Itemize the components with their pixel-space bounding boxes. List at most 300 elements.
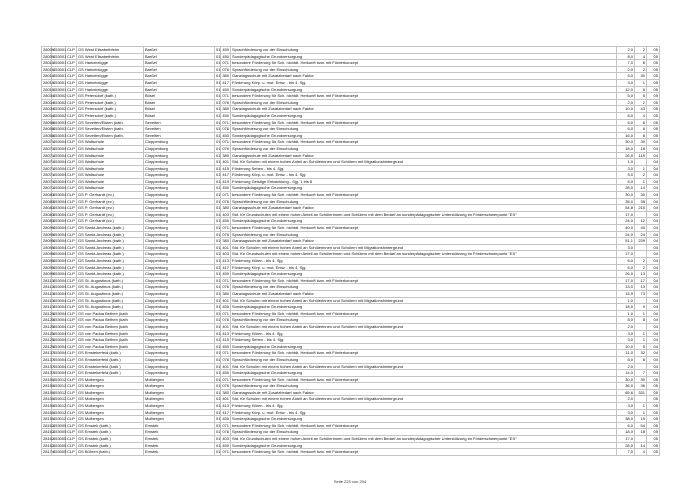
table-cell: besondere Förderung für Sch. nichtdt. Herkunft bzw. mit Förderkonzept — [231, 60, 617, 67]
table-cell — [635, 159, 647, 166]
table-cell: 453004 — [53, 159, 67, 165]
table-row — [42, 264, 660, 271]
table-cell: 453004 — [53, 343, 67, 349]
table-row — [42, 271, 660, 278]
table-cell: 17,0 — [617, 277, 635, 284]
table-cell: 8,0 — [617, 356, 635, 363]
table-cell: 01 — [216, 376, 221, 382]
table-cell: 3,0 — [617, 409, 635, 416]
table-cell: 453001 — [53, 47, 67, 52]
table-cell: 04 — [647, 317, 660, 324]
table-cell: 8 — [635, 356, 647, 363]
table-cell: 401 — [222, 323, 229, 329]
table-cell: 17 — [635, 277, 647, 284]
table-row — [42, 99, 660, 106]
table-cell: 071 — [222, 422, 229, 428]
table-cell: 28125 — [43, 323, 55, 329]
table-cell: GS Wallschule — [77, 145, 144, 152]
table-cell: Ganztagsschule mit Zusatzbedarf nach Faktor — [231, 389, 617, 396]
table-cell: 30 — [635, 73, 647, 80]
table-cell: Cloppenburg — [144, 356, 215, 363]
table-cell: 2 — [635, 264, 647, 271]
table-cell: 453012 — [53, 403, 67, 409]
table-cell: 01 — [216, 290, 221, 296]
table-cell: 05 — [647, 436, 660, 443]
table-cell: Sevelten — [144, 119, 215, 126]
table-cell: Cloppenburg — [144, 271, 215, 278]
table-cell: 453004 — [53, 205, 67, 211]
table-row — [42, 422, 660, 429]
table-cell: GS St. Augustinus (kath.) — [77, 304, 144, 311]
table-cell: 04 — [647, 211, 660, 218]
table-cell: 01 — [216, 231, 221, 237]
table-cell: 3,0 — [617, 244, 635, 251]
table-cell: 071 — [222, 277, 229, 283]
table-cell: Sonderpädagogische Grundversorgung — [231, 132, 617, 139]
table-cell — [635, 251, 647, 258]
table-cell: 04 — [647, 145, 660, 152]
table-cell: GS Petersdorf (kath.) — [77, 106, 144, 113]
table-cell: Molbergen — [144, 383, 215, 390]
table-cell: 32 — [635, 350, 647, 357]
table-cell: 453004 — [53, 165, 67, 171]
table-cell: besondere Förderung für Sch. nichtdt. Herkunft bzw. mit Förderkonzept — [231, 376, 617, 383]
table-cell: 04 — [647, 192, 660, 199]
table-cell: 28162 — [43, 436, 55, 442]
table-cell: 28150 — [43, 396, 55, 402]
table-cell: Std. für Schulen mit einem hohen Anteil an Schülerinnen und Schülern mit Migrationshintergrund — [231, 244, 617, 251]
table-cell: 04 — [647, 238, 660, 245]
table-cell: 076 — [222, 66, 229, 72]
table-cell: 28010 — [43, 60, 55, 66]
table-cell: 17,0 — [617, 436, 635, 443]
table-cell: 2 — [635, 258, 647, 265]
table-cell: CLP — [67, 47, 75, 52]
table-cell: 450 — [222, 132, 229, 138]
table-cell — [635, 436, 647, 443]
table-cell: GS St. Augustinus (kath.) — [77, 284, 144, 291]
table-cell: 5,0 — [617, 178, 635, 185]
table-cell: 01 — [216, 211, 221, 217]
table-cell: GS Sankt-Andreas (kath.) — [77, 225, 144, 232]
table-row — [42, 363, 660, 370]
table-cell: 1 — [635, 178, 647, 185]
table-cell: besondere Förderung für Sch. nichtdt. Herkunft bzw. mit Förderkonzept — [231, 225, 617, 232]
table-cell: 05 — [647, 73, 660, 80]
table-cell: 401 — [222, 363, 229, 369]
table-cell: 453012 — [53, 376, 67, 382]
table-cell: Cloppenburg — [144, 297, 215, 304]
table-cell: Sonderpädagogische Grundversorgung — [231, 86, 617, 93]
table-cell: CLP — [67, 244, 75, 250]
table-cell: besondere Förderung für Sch. nichtdt. Herkunft bzw. mit Förderkonzept — [231, 139, 617, 146]
table-row — [42, 112, 660, 119]
table-cell: Sevelten — [144, 132, 215, 139]
table-cell: 04 — [647, 284, 660, 291]
table-cell: 380 — [222, 205, 229, 211]
table-cell: Cloppenburg — [144, 330, 215, 337]
table-cell: 04 — [647, 225, 660, 232]
table-row — [42, 79, 660, 86]
table-cell: CLP — [67, 198, 75, 204]
table-cell: 12,0 — [617, 86, 635, 93]
table-cell: 28071 — [43, 159, 55, 165]
table-row — [42, 343, 660, 350]
table-cell: 1 — [635, 79, 647, 86]
table-cell: GS Petersdorf (kath.) — [77, 112, 144, 119]
table-cell: 450 — [222, 86, 229, 92]
table-cell — [635, 244, 647, 251]
table-cell: 453002 — [53, 93, 67, 99]
table-cell: Cloppenburg — [144, 244, 215, 251]
table-cell: Cloppenburg — [144, 258, 215, 265]
table-cell: 5,0 — [617, 93, 635, 100]
table-cell: 28150 — [43, 403, 55, 409]
table-cell: 28,0 — [617, 442, 635, 449]
table-row — [42, 132, 660, 139]
table-cell: 05 — [647, 93, 660, 100]
table-row — [42, 172, 660, 179]
table-cell: GS Emstekerfeld (kath.) — [77, 350, 144, 357]
table-cell: 417 — [222, 264, 229, 270]
table-cell: 01 — [216, 363, 221, 369]
table-cell: 4 — [635, 112, 647, 119]
table-cell: 5 — [635, 343, 647, 350]
table-cell: 453004 — [53, 297, 67, 303]
table-cell: 13 — [635, 284, 647, 291]
table-cell: 01 — [216, 258, 221, 263]
table-cell: 01 — [216, 152, 221, 158]
table-cell: 450 — [222, 112, 229, 118]
table-cell: 05 — [647, 112, 660, 119]
table-cell: Cloppenburg — [144, 251, 215, 258]
table-cell: CLP — [67, 297, 75, 303]
table-row — [42, 159, 660, 166]
table-cell: CLP — [67, 264, 75, 270]
table-cell: Förderung Hören - bis 4. Sjg. — [231, 258, 617, 265]
table-cell: 04 — [647, 323, 660, 330]
table-cell: 28095 — [43, 225, 55, 231]
table-cell: 6,0 — [617, 258, 635, 265]
table-cell: 01 — [216, 389, 221, 395]
table-cell: 28095 — [43, 244, 55, 250]
table-cell: 04 — [647, 152, 660, 159]
table-cell: 01 — [216, 218, 221, 224]
table-cell: CLP — [67, 350, 75, 356]
table-cell: Cloppenburg — [144, 198, 215, 205]
table-cell: 05 — [647, 47, 660, 54]
table-cell: Cloppenburg — [144, 238, 215, 245]
table-cell: 417 — [222, 409, 229, 415]
table-cell: Cloppenburg — [144, 152, 215, 159]
table-cell: 05 — [647, 403, 660, 410]
table-row — [42, 66, 660, 73]
table-cell: 453012 — [53, 383, 67, 389]
table-cell: Sprachförderung vor der Einschulung — [231, 145, 617, 152]
table-cell: Barßel — [144, 66, 215, 73]
table-cell: CLP — [67, 356, 75, 362]
table-row — [42, 396, 660, 403]
table-cell: 04 — [647, 251, 660, 258]
table-cell: 05 — [647, 86, 660, 93]
table-cell: 453001 — [53, 73, 67, 79]
table-cell: 28083 — [43, 218, 55, 224]
table-cell: CLP — [67, 231, 75, 237]
table-cell: 2 — [635, 47, 647, 54]
table-cell: Emstek — [144, 422, 215, 429]
table-cell: CLP — [67, 205, 75, 211]
table-row — [42, 449, 660, 456]
table-cell: 01 — [216, 99, 221, 105]
table-cell: GS Emstek (kath.) — [77, 442, 144, 449]
table-cell: 28095 — [43, 264, 55, 270]
table-cell: 28,0 — [617, 185, 635, 192]
table-cell: 01 — [216, 429, 221, 435]
table-cell: CLP — [67, 79, 75, 85]
table-row — [42, 409, 660, 416]
table-cell: GS Harkebrügge — [77, 60, 144, 67]
table-cell: 7,0 — [617, 449, 635, 456]
table-cell: 10,0 — [617, 106, 635, 113]
table-cell: Bösel — [144, 106, 215, 113]
table-cell: 401 — [222, 244, 229, 250]
table-cell: GS P. Gerhardt (ev.) — [77, 218, 144, 225]
table-cell: 453004 — [53, 350, 67, 356]
table-cell: Cloppenburg — [144, 218, 215, 225]
table-cell: 6 — [635, 126, 647, 133]
table-cell: CLP — [67, 251, 75, 257]
table-cell: 331 — [635, 389, 647, 396]
table-cell: 16,0 — [617, 132, 635, 139]
table-cell: CLP — [67, 99, 75, 105]
table-cell: GS Wallschule — [77, 159, 144, 166]
table-cell: 35 — [635, 198, 647, 205]
table-cell: 05 — [647, 442, 660, 449]
table-cell: 453004 — [53, 225, 67, 231]
table-cell: 401 — [222, 159, 229, 165]
table-cell: Sonderpädagogische Grundversorgung — [231, 112, 617, 119]
table-cell: Molbergen — [144, 416, 215, 423]
table-cell: CLP — [67, 436, 75, 442]
table-cell: 1,0 — [617, 297, 635, 304]
table-cell: 36 — [635, 383, 647, 390]
table-cell: 24,0 — [617, 231, 635, 238]
table-cell: 28058 — [43, 132, 55, 138]
table-cell: 453004 — [53, 310, 67, 316]
table-cell: 04 — [647, 231, 660, 238]
table-cell: 28071 — [43, 152, 55, 158]
table-cell: 453002 — [53, 112, 67, 118]
table-cell: 05 — [647, 449, 660, 456]
table-cell: Cloppenburg — [144, 277, 215, 284]
table-cell: CLP — [67, 165, 75, 171]
table-cell: CLP — [67, 60, 75, 66]
table-cell: Sprachförderung vor der Einschulung — [231, 99, 617, 106]
table-cell — [635, 396, 647, 403]
table-cell: 071 — [222, 310, 229, 316]
table-cell: 01 — [216, 350, 221, 356]
table-cell: 453004 — [53, 264, 67, 270]
table-cell: 28083 — [43, 211, 55, 217]
table-cell: 05 — [647, 389, 660, 396]
table-cell: CLP — [67, 126, 75, 132]
table-cell: 01 — [216, 119, 221, 125]
table-cell: GS Wallschule — [77, 165, 144, 172]
table-cell: CLP — [67, 409, 75, 415]
table-cell: CLP — [67, 172, 75, 178]
table-cell: 04 — [647, 139, 660, 146]
table-cell: GS Petersdorf (kath.) — [77, 99, 144, 106]
table-cell: 04 — [647, 198, 660, 205]
table-cell: 453004 — [53, 337, 67, 343]
table-cell: GS Bühren (kath.) — [77, 449, 144, 456]
table-cell: 450 — [222, 370, 229, 376]
table-cell: CLP — [67, 323, 75, 329]
table-cell: 04 — [647, 244, 660, 251]
table-cell: 04 — [647, 310, 660, 317]
table-cell: 28125 — [43, 317, 55, 323]
table-cell: Cloppenburg — [144, 304, 215, 311]
table-cell: 1 — [635, 337, 647, 344]
table-cell: 1,0 — [617, 159, 635, 166]
table-cell: Cloppenburg — [144, 178, 215, 185]
table-cell: Std. für Schulen mit einem hohen Anteil an Schülerinnen und Schülern mit Migrationshintergrund — [231, 396, 617, 403]
table-cell: GS Sevelten/Elsten (kath. — [77, 119, 144, 126]
table-cell: 05 — [647, 376, 660, 383]
table-cell: 01 — [216, 66, 221, 72]
table-cell: Sprachförderung vor der Einschulung — [231, 317, 617, 324]
table-cell: 453004 — [53, 152, 67, 158]
table-cell: 30 — [635, 139, 647, 146]
table-row — [42, 106, 660, 113]
table-cell: 380 — [222, 290, 229, 296]
table-cell: 071 — [222, 449, 229, 455]
table-cell: 5,0 — [617, 172, 635, 179]
table-cell: GS P. Gerhardt (ev.) — [77, 211, 144, 218]
table-cell: 01 — [216, 47, 221, 52]
table-row — [42, 403, 660, 410]
table-cell: 450 — [222, 47, 229, 52]
table-cell: besondere Förderung für Sch. nichtdt. Herkunft bzw. mit Förderkonzept — [231, 277, 617, 284]
table-cell: 2,0 — [617, 323, 635, 330]
table-cell: 453004 — [53, 198, 67, 204]
table-cell: Cloppenburg — [144, 370, 215, 377]
table-cell: 01 — [216, 370, 221, 376]
table-cell: GS Molbergen — [77, 416, 144, 423]
table-row — [42, 323, 660, 330]
table-cell: 01 — [216, 403, 221, 409]
table-cell: Sevelten — [144, 126, 215, 133]
table-cell: 453004 — [53, 238, 67, 244]
table-cell: 453001 — [53, 60, 67, 66]
table-cell: 450 — [222, 271, 229, 277]
table-cell: GS Wallschule — [77, 152, 144, 159]
table-cell: 3,0 — [617, 337, 635, 344]
table-cell: GS Wallschule — [77, 185, 144, 192]
table-cell: 28009 — [43, 47, 55, 52]
table-cell: CLP — [67, 192, 75, 198]
table-cell: 28010 — [43, 66, 55, 72]
table-cell: 403 — [222, 211, 229, 217]
table-cell: 05 — [647, 53, 660, 60]
table-body — [42, 47, 660, 456]
table-cell: 28113 — [43, 277, 54, 283]
table-cell: Cloppenburg — [144, 225, 215, 232]
table-row — [42, 389, 660, 396]
table-cell: 17,0 — [617, 211, 635, 218]
table-cell: 4 — [635, 53, 647, 60]
table-cell: 36,0 — [617, 383, 635, 390]
table-cell: 401 — [222, 297, 229, 303]
table-cell: 453001 — [53, 53, 67, 59]
table-cell: besondere Förderung für Sch. nichtdt. Herkunft bzw. mit Förderkonzept — [231, 119, 617, 126]
table-cell: 04 — [647, 297, 660, 304]
table-cell: 453004 — [53, 284, 67, 290]
table-cell: GS Harkebrügge — [77, 86, 144, 93]
table-cell: 453001 — [53, 79, 67, 85]
table-cell: 1 — [635, 330, 647, 337]
table-cell: 28010 — [43, 86, 55, 92]
table-cell: CLP — [67, 389, 75, 395]
table-cell: 1,0 — [617, 310, 635, 317]
table-cell: Cloppenburg — [144, 310, 215, 317]
table-cell: Cloppenburg — [144, 211, 215, 218]
table-cell: 18,0 — [617, 304, 635, 311]
table-cell: 453004 — [53, 145, 67, 151]
table-cell: 19 — [635, 416, 647, 423]
table-cell: 1 — [635, 165, 647, 172]
table-cell: Std. für Grundschulen mit einem hohen Anteil an Schülerinnen und Schülern mit dem Bedarf an sonderpädagogischer Unterstützung im Förderschwerpunkt "ES" — [231, 436, 617, 443]
table-cell: 01 — [216, 132, 221, 138]
table-cell: 01 — [216, 323, 221, 329]
table-cell: besondere Förderung für Sch. nichtdt. Herkunft bzw. mit Förderkonzept — [231, 449, 617, 456]
table-cell: 453004 — [53, 271, 67, 277]
table-cell: 9 — [635, 304, 647, 311]
table-cell: 450 — [222, 53, 229, 59]
table-cell: 54 — [635, 422, 647, 429]
table-cell: 453012 — [53, 409, 67, 415]
table-cell: 453004 — [53, 277, 67, 283]
table-row — [42, 304, 660, 311]
table-cell: 04 — [647, 205, 660, 212]
table-cell: Cloppenburg — [144, 350, 215, 357]
table-row — [42, 231, 660, 238]
table-cell: CLP — [67, 370, 75, 376]
table-cell: CLP — [67, 225, 75, 231]
table-cell: 28150 — [43, 376, 55, 382]
table-cell: 453004 — [53, 244, 67, 250]
table-cell: 453004 — [53, 192, 67, 198]
table-cell: Barßel — [144, 60, 215, 67]
table-cell: CLP — [67, 238, 75, 244]
table-cell: GS Sankt-Andreas (kath.) — [77, 271, 144, 278]
table-cell: 8 — [635, 317, 647, 324]
table-cell: GS St. Augustinus (kath.) — [77, 277, 144, 284]
table-cell: GS Sankt-Andreas (kath.) — [77, 231, 144, 238]
table-cell: 28125 — [43, 337, 55, 343]
table-row — [42, 238, 660, 245]
table-cell: Förderung Hören - bis 4. Sjg. — [231, 403, 617, 410]
table-cell — [635, 211, 647, 218]
table-cell: 28071 — [43, 172, 55, 178]
table-cell: Emstek — [144, 429, 215, 436]
table-cell: 28125 — [43, 330, 55, 336]
table-row — [42, 218, 660, 225]
table-cell: 8 — [635, 60, 647, 67]
table-cell: CLP — [67, 290, 75, 296]
table-cell: GS Emstek (kath.) — [77, 422, 144, 429]
table-cell: 04 — [647, 363, 660, 370]
